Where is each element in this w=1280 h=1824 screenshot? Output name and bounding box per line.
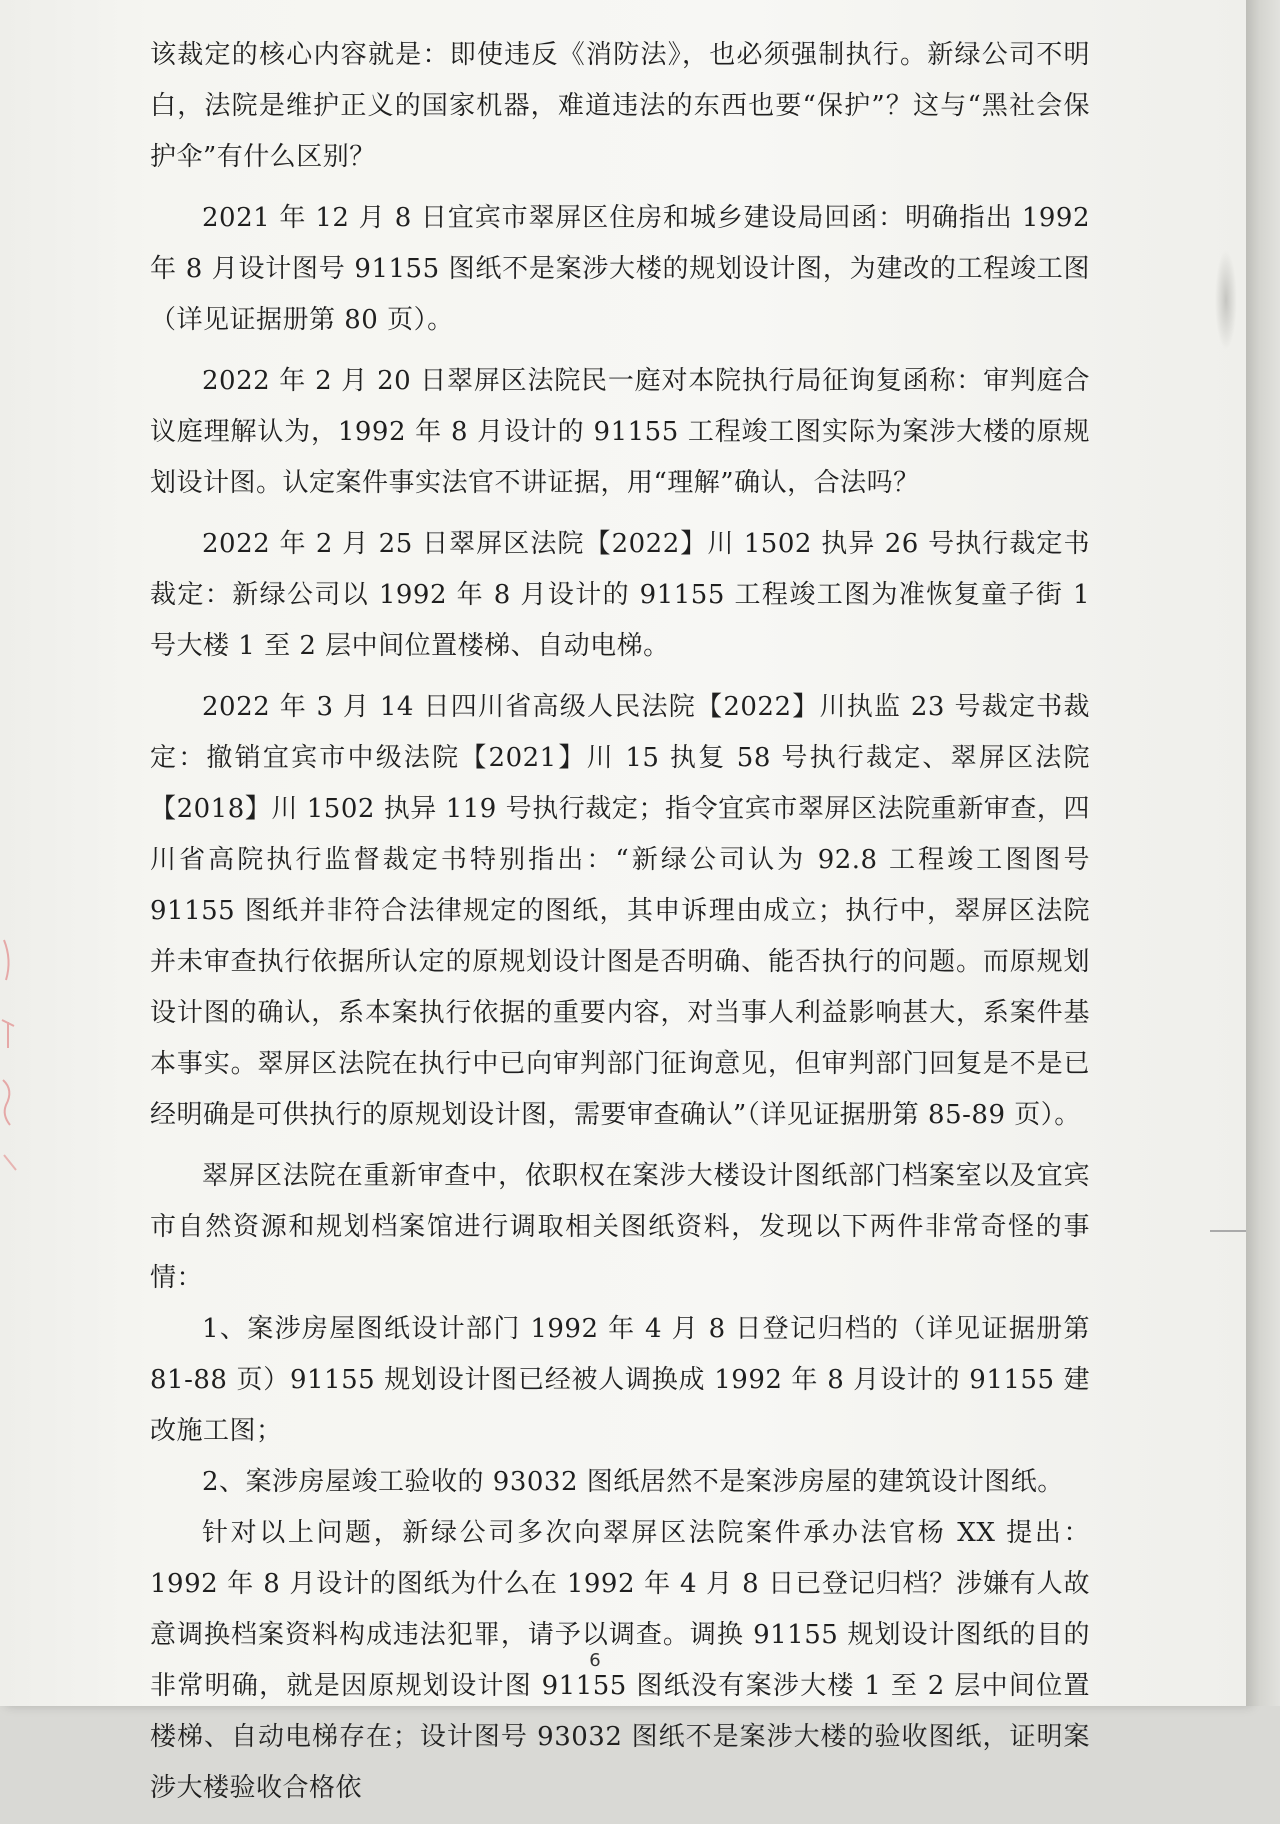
paragraph-1: 该裁定的核心内容就是：即使违反《消防法》，也必须强制执行。新绿公司不明白，法院是维护正义的国家机器，难道违法的东西也要“保护”？这与“黑社会保护伞”有什么区别？ xyxy=(150,40,1090,172)
paragraph-5: 2022 年 3 月 14 日四川省高级人民法院【2022】川执监 23 号裁定书裁定：撤销宜宾市中级法院【2021】川 15 执复 58 号执行裁定、翠屏区法院【2018】川 1502 执异 119 号执行裁定；指令宜宾市翠屏区法院重新审查，四川省高院执行监督裁定书特别指出：“新绿公司认为 92.8 工程竣工图图号 91155 图纸并非符合法律规定的图纸，其申诉理由成立；执行中，翠屏区法院并未审查执行依据所认定的原规划设计图是否明确、能否执行的问题。而原规划设计图的确认，系本案执行依据的重要内容，对当事人利益影响甚大，系案件基本事实。翠屏区法院在执行中已向审判部门征询意见，但审判部门回复是不是已经明确是可供执行的原规划设计图，需要审查确认”（详见证据册第 85-89 页）。 xyxy=(150,692,1090,1130)
paper-fold-mark xyxy=(1215,250,1237,350)
background-edge xyxy=(1246,0,1280,1706)
paragraph-7: 针对以上问题，新绿公司多次向翠屏区法院案件承办法官杨 XX 提出：1992 年 8 月设计的图纸为什么在 1992 年 4 月 8 日已登记归档？涉嫌有人故意调换档案资料构成违法犯罪，请予以调查。调换 91155 规划设计图纸的目的非常明确，就是因原规划设计图 91155 图纸没有案涉大楼 1 至 2 层中间位置楼梯、自动电梯存在；设计图号 93032 图纸不是案涉大楼的验收图纸，证明案涉大楼验收合格依 xyxy=(150,1518,1090,1803)
paragraph-6: 翠屏区法院在重新审查中，依职权在案涉大楼设计图纸部门档案室以及宜宾市自然资源和规划档案馆进行调取相关图纸资料，发现以下两件非常奇怪的事情： xyxy=(150,1161,1090,1293)
document-body xyxy=(150,30,1090,1824)
page-number: 6 xyxy=(589,1650,601,1671)
list-item-2: 2、案涉房屋竣工验收的 93032 图纸居然不是案涉房屋的建筑设计图纸。 xyxy=(202,1467,1064,1497)
paragraph-2: 2021 年 12 月 8 日宜宾市翠屏区住房和城乡建设局回函：明确指出 1992 年 8 月设计图号 91155 图纸不是案涉大楼的规划设计图，为建改的工程竣工图（详见证据册第 80 页）。 xyxy=(150,203,1090,335)
paragraph-3: 2022 年 2 月 20 日翠屏区法院民一庭对本院执行局征询复函称：审判庭合议庭理解认为，1992 年 8 月设计的 91155 工程竣工图实际为案涉大楼的原规划设计图。认定案件事实法官不讲证据，用“理解”确认，合法吗？ xyxy=(150,366,1090,498)
red-stamp-fragment xyxy=(0,930,22,1190)
list-item-1: 1、案涉房屋图纸设计部门 1992 年 4 月 8 日登记归档的（详见证据册第 81-88 页）91155 规划设计图已经被人调换成 1992 年 8 月设计的 91155 建改施工图； xyxy=(150,1314,1090,1446)
paragraph-4: 2022 年 2 月 25 日翠屏区法院【2022】川 1502 执异 26 号执行裁定书裁定：新绿公司以 1992 年 8 月设计的 91155 工程竣工图为准恢复童子街 1 号大楼 1 至 2 层中间位置楼梯、自动电梯。 xyxy=(150,529,1090,661)
edge-line xyxy=(1210,1230,1246,1232)
